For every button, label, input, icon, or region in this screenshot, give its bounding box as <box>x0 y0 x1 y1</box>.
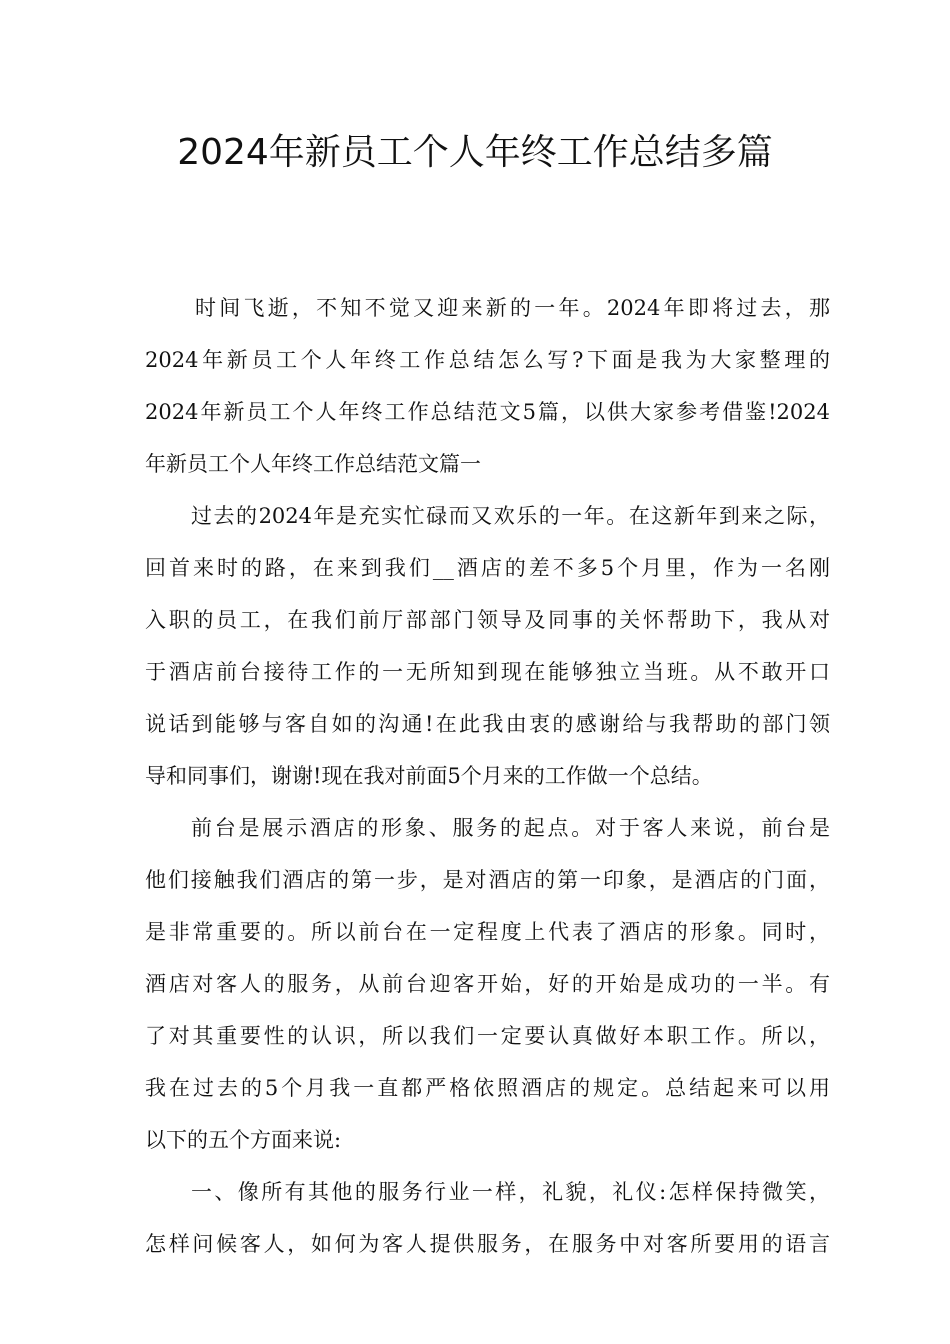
text-line: 于酒店前台接待工作的一无所知到现在能够独立当班。从不敢开口 <box>145 660 830 684</box>
text-line: 前台是展示酒店的形象、服务的起点。对于客人来说，前台是 <box>191 816 830 840</box>
text-line: 说话到能够与客自如的沟通!在此我由衷的感谢给与我帮助的部门领 <box>145 712 830 736</box>
text-line: 一、像所有其他的服务行业一样，礼貌，礼仪:怎样保持微笑， <box>191 1180 830 1204</box>
text-line: 2024年新员工个人年终工作总结范文5篇，以供大家参考借鉴!2024 <box>145 400 830 424</box>
text-line: 他们接触我们酒店的第一步，是对酒店的第一印象，是酒店的门面， <box>145 868 830 892</box>
text-line: 时间飞逝，不知不觉又迎来新的一年。2024年即将过去，那 <box>195 296 830 320</box>
document-body <box>145 282 830 1270</box>
text-line: 导和同事们，谢谢!现在我对前面5个月来的工作做一个总结。 <box>145 764 713 788</box>
text-line: 年新员工个人年终工作总结范文篇一 <box>145 452 481 476</box>
text-line: 回首来时的路，在来到我们__酒店的差不多5个月里，作为一名刚 <box>145 556 830 580</box>
text-line: 过去的2024年是充实忙碌而又欢乐的一年。在这新年到来之际， <box>191 504 830 528</box>
text-line: 2024年新员工个人年终工作总结怎么写?下面是我为大家整理的 <box>145 348 830 372</box>
text-line: 怎样问候客人，如何为客人提供服务，在服务中对客所要用的语言 <box>145 1232 830 1256</box>
document-title: 2024年新员工个人年终工作总结多篇 <box>177 132 773 173</box>
text-line: 入职的员工，在我们前厅部部门领导及同事的关怀帮助下，我从对 <box>145 608 830 632</box>
paragraph-intro <box>145 282 830 490</box>
text-line: 我在过去的5个月我一直都严格依照酒店的规定。总结起来可以用 <box>145 1076 830 1100</box>
text-line: 以下的五个方面来说: <box>145 1128 342 1152</box>
text-line: 是非常重要的。所以前台在一定程度上代表了酒店的形象。同时， <box>145 920 830 944</box>
paragraph-front-desk <box>145 802 830 1166</box>
text-line: 了对其重要性的认识，所以我们一定要认真做好本职工作。所以， <box>145 1024 830 1048</box>
paragraph-courtesy <box>145 1166 830 1270</box>
paragraph-past-year <box>145 490 830 802</box>
text-line: 酒店对客人的服务，从前台迎客开始，好的开始是成功的一半。有 <box>145 972 830 996</box>
